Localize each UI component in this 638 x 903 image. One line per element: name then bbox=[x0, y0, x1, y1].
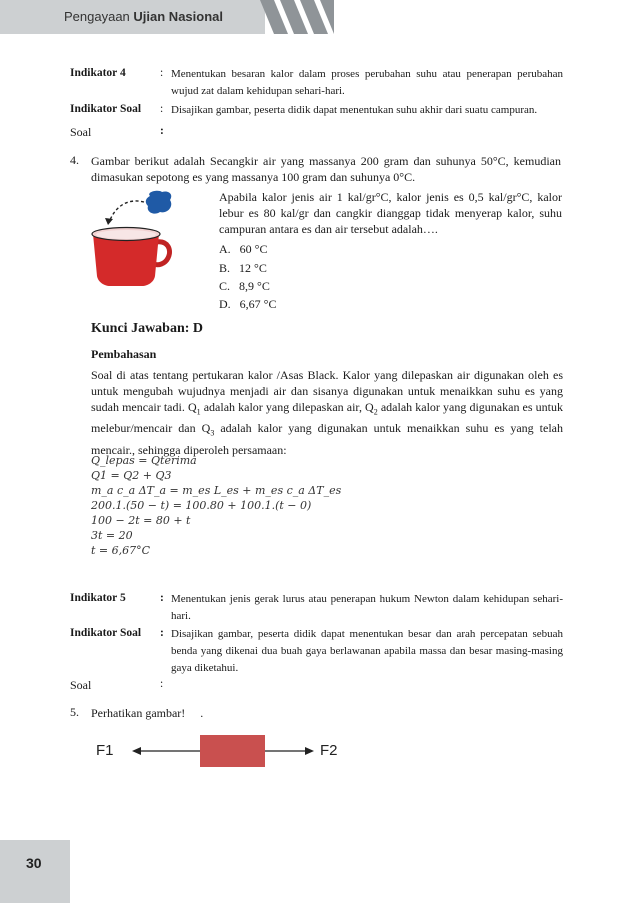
ice-cube-icon bbox=[146, 191, 171, 214]
equation-line: 3t = 20 bbox=[91, 529, 133, 542]
indikator-soal-4-label: Indikator Soal bbox=[70, 103, 142, 115]
cup-body bbox=[93, 234, 159, 286]
pembahasan-text: Soal di atas tentang pertukaran kalor /Asas Black. Kalor yang dilepaskan air digunakan oleh es untuk mengubah wujudnya menjadi air dan sisanya digunakan untuk menaikkan suhu es yang sudah mencair tadi. $Q_1$ adalah kalor yang dilepaskan air, $Q_2$ adalah kalor yang digunakan es untuk melebur/mencair dan $Q_3$ adalah kalor yang digunakan untuk menaikkan suhu es yang telah mencair., sehingga diperoleh persamaan: bbox=[91, 368, 563, 457]
header-prefix: Pengayaan bbox=[64, 9, 130, 24]
header-bold: Ujian Nasional bbox=[133, 9, 223, 24]
question-5-number: 5. bbox=[70, 705, 79, 719]
header-stripes bbox=[260, 0, 334, 34]
soal-5-colon: : bbox=[160, 678, 164, 690]
question-4-conditions: Apabila kalor jenis air 1 kal/gr°C, kalor jenis es 0,5 kal/gr°C, kalor lebur es 80 kal/gr dan cangkir dianggap tidak menyerap kalor, suhu campuran antara es dan air tersebut adalah…. bbox=[219, 190, 562, 236]
answer-key: Kunci Jawaban: D bbox=[91, 321, 204, 336]
indikator-4-text: Menentukan besaran kalor dalam proses perubahan suhu atau penerapan perubahan wujud zat dalam kehidupan sehari-hari. bbox=[171, 68, 563, 97]
force-f1-label: F1 bbox=[96, 742, 114, 759]
equation-line: Q_lepas = Qterima bbox=[91, 454, 197, 467]
indikator-5-colon: : bbox=[160, 592, 164, 604]
option-c: C. 8,9 °C bbox=[219, 279, 270, 293]
equation-line: t = 6,67°C bbox=[91, 544, 151, 557]
indikator-5-text: Menentukan jenis gerak lurus atau penerapan hukum Newton dalam kehidupan sehari-hari. bbox=[171, 593, 563, 622]
indikator-4-label: Indikator 4 bbox=[70, 67, 126, 79]
indikator-soal-4-text: Disajikan gambar, peserta didik dapat menentukan suhu akhir dari suatu campuran. bbox=[171, 104, 538, 116]
dashed-arrow-icon bbox=[110, 201, 144, 220]
equation-line: m_a c_a ΔT_a = m_es L_es + m_es c_a ΔT_es bbox=[91, 484, 342, 497]
equation-line: 200.1.(50 − t) = 100.80 + 100.1.(t − 0) bbox=[91, 499, 312, 512]
block-mass bbox=[200, 735, 265, 767]
option-a: A. 60 °C bbox=[219, 242, 268, 256]
force-f2-label: F2 bbox=[320, 742, 338, 759]
soal-4-colon: : bbox=[160, 125, 164, 137]
equation-list bbox=[91, 453, 341, 558]
page-number: 30 bbox=[26, 855, 42, 871]
equation-line: Q1 = Q2 + Q3 bbox=[91, 469, 172, 482]
indikator-5-label: Indikator 5 bbox=[70, 592, 126, 604]
soal-5-label: Soal bbox=[70, 678, 92, 692]
indikator-soal-5-colon: : bbox=[160, 627, 164, 639]
pembahasan-heading: Pembahasan bbox=[91, 347, 157, 361]
question-4-text: Gambar berikut adalah Secangkir air yang massanya 200 gram dan suhunya 50°C, kemudian dimasukan sepotong es yang massanya 100 gram dan suhunya 0°C. bbox=[91, 154, 561, 184]
cup-illustration bbox=[88, 188, 178, 294]
option-b: B. 12 °C bbox=[219, 261, 267, 275]
equation-line: 100 − 2t = 80 + t bbox=[91, 514, 191, 527]
page-number-box bbox=[0, 840, 70, 903]
header-title bbox=[64, 9, 223, 24]
indikator-4-colon: : bbox=[160, 67, 164, 79]
indikator-soal-4-colon: : bbox=[160, 103, 164, 115]
indikator-soal-5-text: Disajikan gambar, peserta didik dapat menentukan besar dan arah percepatan sebuah benda yang dikenai dua buah gaya berlawanan apabila massa dan besar masing-masing gaya diketahui. bbox=[171, 628, 563, 674]
question-5-text: Perhatikan gambar! . bbox=[91, 706, 204, 720]
indikator-soal-5-label: Indikator Soal bbox=[70, 627, 142, 639]
option-d: D. 6,67 °C bbox=[219, 297, 277, 311]
question-4-number: 4. bbox=[70, 153, 79, 167]
force-diagram bbox=[130, 733, 316, 769]
soal-4-label: Soal bbox=[70, 125, 92, 139]
